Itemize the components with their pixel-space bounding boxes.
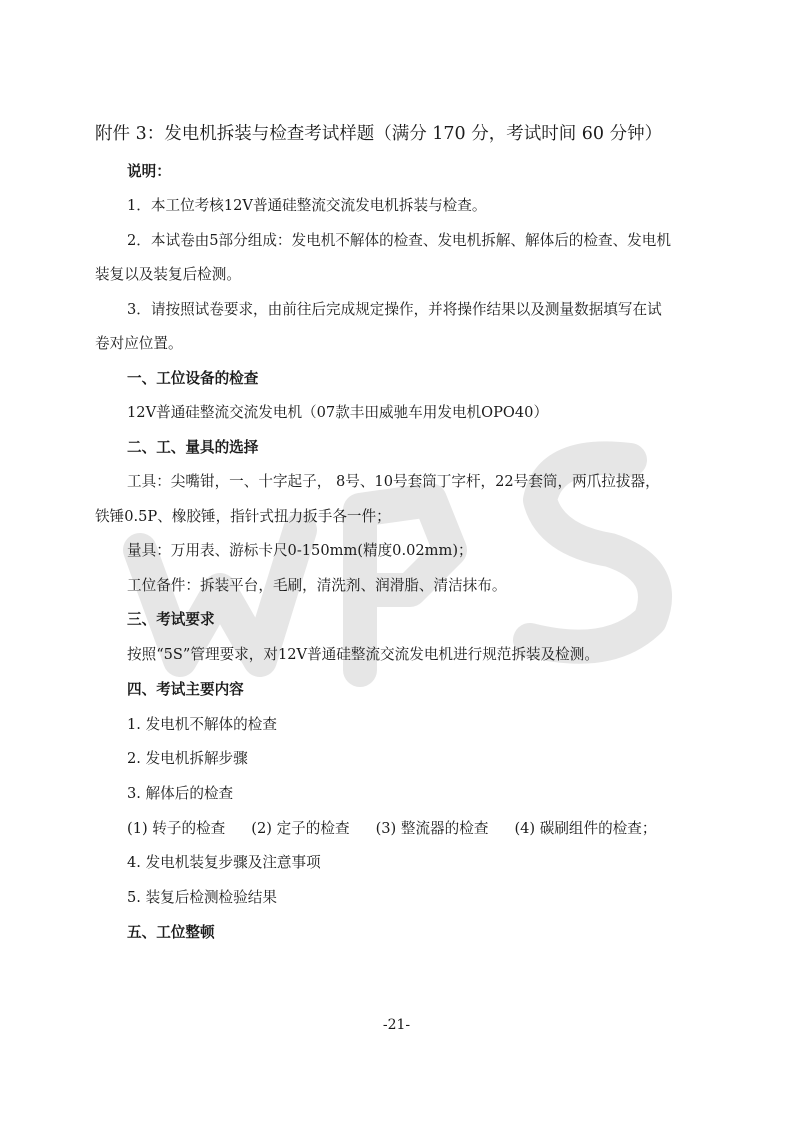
tools-line: 工具：尖嘴钳，一、十字起子， 8号、10号套筒丁字杆，22号套筒，两爪拉拔器，	[127, 473, 660, 490]
content-item: 5. 装复后检测检验结果	[127, 889, 277, 906]
section-heading: 一、工位设备的检查	[127, 370, 259, 387]
section-heading: 四、考试主要内容	[127, 681, 244, 698]
intro-item: 1．本工位考核12V普通硅整流交流发电机拆装与检查。	[127, 197, 487, 214]
sub-item: (3) 整流器的检查	[375, 820, 489, 837]
tools-line-continued: 铁锤0.5P、橡胶锤，指针式扭力扳手各一件；	[95, 508, 391, 525]
document-title: 附件 3：发电机拆装与检查考试样题（满分 170 分，考试时间 60 分钟）	[95, 124, 663, 144]
intro-heading: 说明：	[127, 163, 171, 180]
content-item: 1. 发电机不解体的检查	[127, 716, 277, 733]
page-number: -21-	[382, 1017, 411, 1033]
content-item: 3. 解体后的检查	[127, 785, 234, 802]
section-heading: 三、考试要求	[127, 611, 215, 628]
section-heading: 二、工、量具的选择	[127, 439, 259, 456]
intro-item: 3．请按照试卷要求，由前往后完成规定操作，并将操作结果以及测量数据填写在试	[127, 301, 662, 318]
sub-item: (1) 转子的检查	[127, 820, 226, 837]
spares-line: 工位备件：拆装平台，毛刷，清洗剂、润滑脂、清洁抹布。	[127, 577, 507, 594]
sub-item: (2) 定子的检查	[251, 820, 350, 837]
measures-line: 量具：万用表、游标卡尺0-150mm(精度0.02mm)；	[127, 542, 473, 559]
content-item: 4. 发电机装复步骤及注意事项	[127, 854, 321, 871]
sub-item-row	[127, 817, 683, 841]
intro-item-continued: 装复以及装复后检测。	[95, 266, 241, 283]
intro-item: 2．本试卷由5部分组成：发电机不解体的检查、发电机拆解、解体后的检查、发电机	[127, 232, 671, 249]
equipment-text: 12V普通硅整流交流发电机（07款丰田威驰车用发电机OPO40）	[127, 404, 549, 421]
requirement-text: 按照“5S”管理要求，对12V普通硅整流交流发电机进行规范拆装及检测。	[127, 646, 599, 663]
intro-item-continued: 卷对应位置。	[95, 335, 183, 352]
section-heading: 五、工位整顿	[127, 924, 215, 941]
content-item: 2. 发电机拆解步骤	[127, 750, 248, 767]
sub-item: (4) 碳刷组件的检查；	[514, 820, 657, 837]
